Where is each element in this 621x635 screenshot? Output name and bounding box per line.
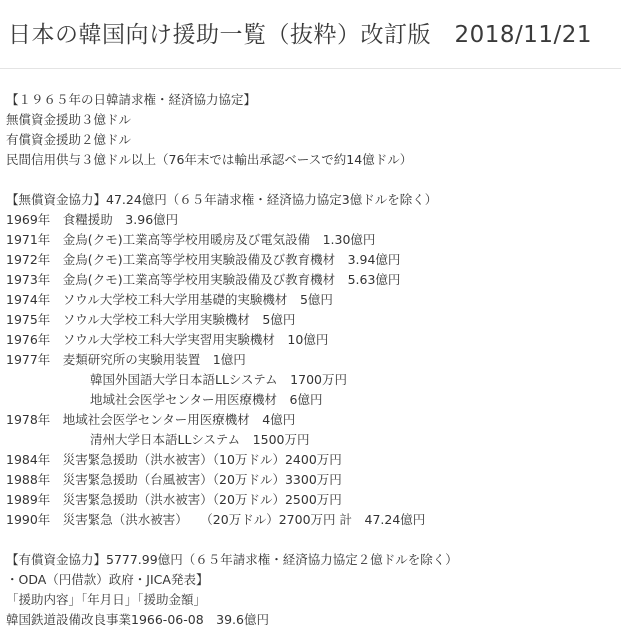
grant-row: 1976年 ソウル大学校工科大学実習用実験機材 10億円 <box>6 332 329 347</box>
grant-row: 1973年 金烏(クモ)工業高等学校用実験設備及び教育機材 5.63億円 <box>6 272 401 287</box>
grant-row: 1978年 地域社会医学センター用医療機材 4億円 <box>6 412 296 427</box>
spacer <box>6 530 618 550</box>
grant-row: 1989年 災害緊急援助（洪水被害）（20万ドル）2500万円 <box>6 492 342 507</box>
private-credit-line: 民間信用供与３億ドル以上（76年末では輸出承認ベースで約14億ドル） <box>6 152 413 167</box>
grant-row: 1969年 食糧援助 3.96億円 <box>6 212 179 227</box>
page-title: 日本の韓国向け援助一覧（抜粋）改訂版 2018/11/21 <box>8 22 593 48</box>
spacer <box>6 170 618 190</box>
article-body <box>6 90 618 630</box>
grant-row-continued: 地域社会医学センター用医療機材 6億円 <box>90 392 323 407</box>
grant-row-continued: 韓国外国語大学日本語LLシステム 1700万円 <box>90 372 347 387</box>
section-heading-grant-cooperation: 【無償資金協力】47.24億円（６５年請求権・経済協力協定3億ドルを除く） <box>6 192 438 207</box>
section-heading-loan-cooperation: 【有償資金協力】5777.99億円（６５年請求権・経済協力協定２億ドルを除く） <box>6 552 458 567</box>
grant-row: 1972年 金烏(クモ)工業高等学校用実験設備及び教育機材 3.94億円 <box>6 252 401 267</box>
grant-aid-line: 無償資金援助３億ドル <box>6 112 132 127</box>
loan-row: 韓国鉄道設備改良事業1966-06-08 39.6億円 <box>6 612 269 627</box>
grant-row: 1977年 麦類研究所の実験用装置 1億円 <box>6 352 246 367</box>
grant-row: 1988年 災害緊急援助（台風被害）（20万ドル）3300万円 <box>6 472 342 487</box>
grant-row-total: 1990年 災害緊急（洪水被害） （20万ドル）2700万円 計 47.24億円 <box>6 512 426 527</box>
section-heading-claims-agreement: 【１９６５年の日韓請求権・経済協力協定】 <box>6 92 257 107</box>
oda-line: ・ODA（円借款）政府・JICA発表】 <box>6 572 209 587</box>
loan-aid-line: 有償資金援助２億ドル <box>6 132 132 147</box>
grant-row: 1974年 ソウル大学校工科大学用基礎的実験機材 5億円 <box>6 292 333 307</box>
grant-row: 1971年 金烏(クモ)工業高等学校用暖房及び電気設備 1.30億円 <box>6 232 376 247</box>
title-divider <box>0 68 621 69</box>
grant-row-continued: 清州大学日本語LLシステム 1500万円 <box>90 432 310 447</box>
column-labels-line: 「援助内容」「年月日」「援助金額」 <box>6 592 207 607</box>
grant-row: 1975年 ソウル大学校工科大学用実験機材 5億円 <box>6 312 296 327</box>
grant-row: 1984年 災害緊急援助（洪水被害）（10万ドル）2400万円 <box>6 452 342 467</box>
